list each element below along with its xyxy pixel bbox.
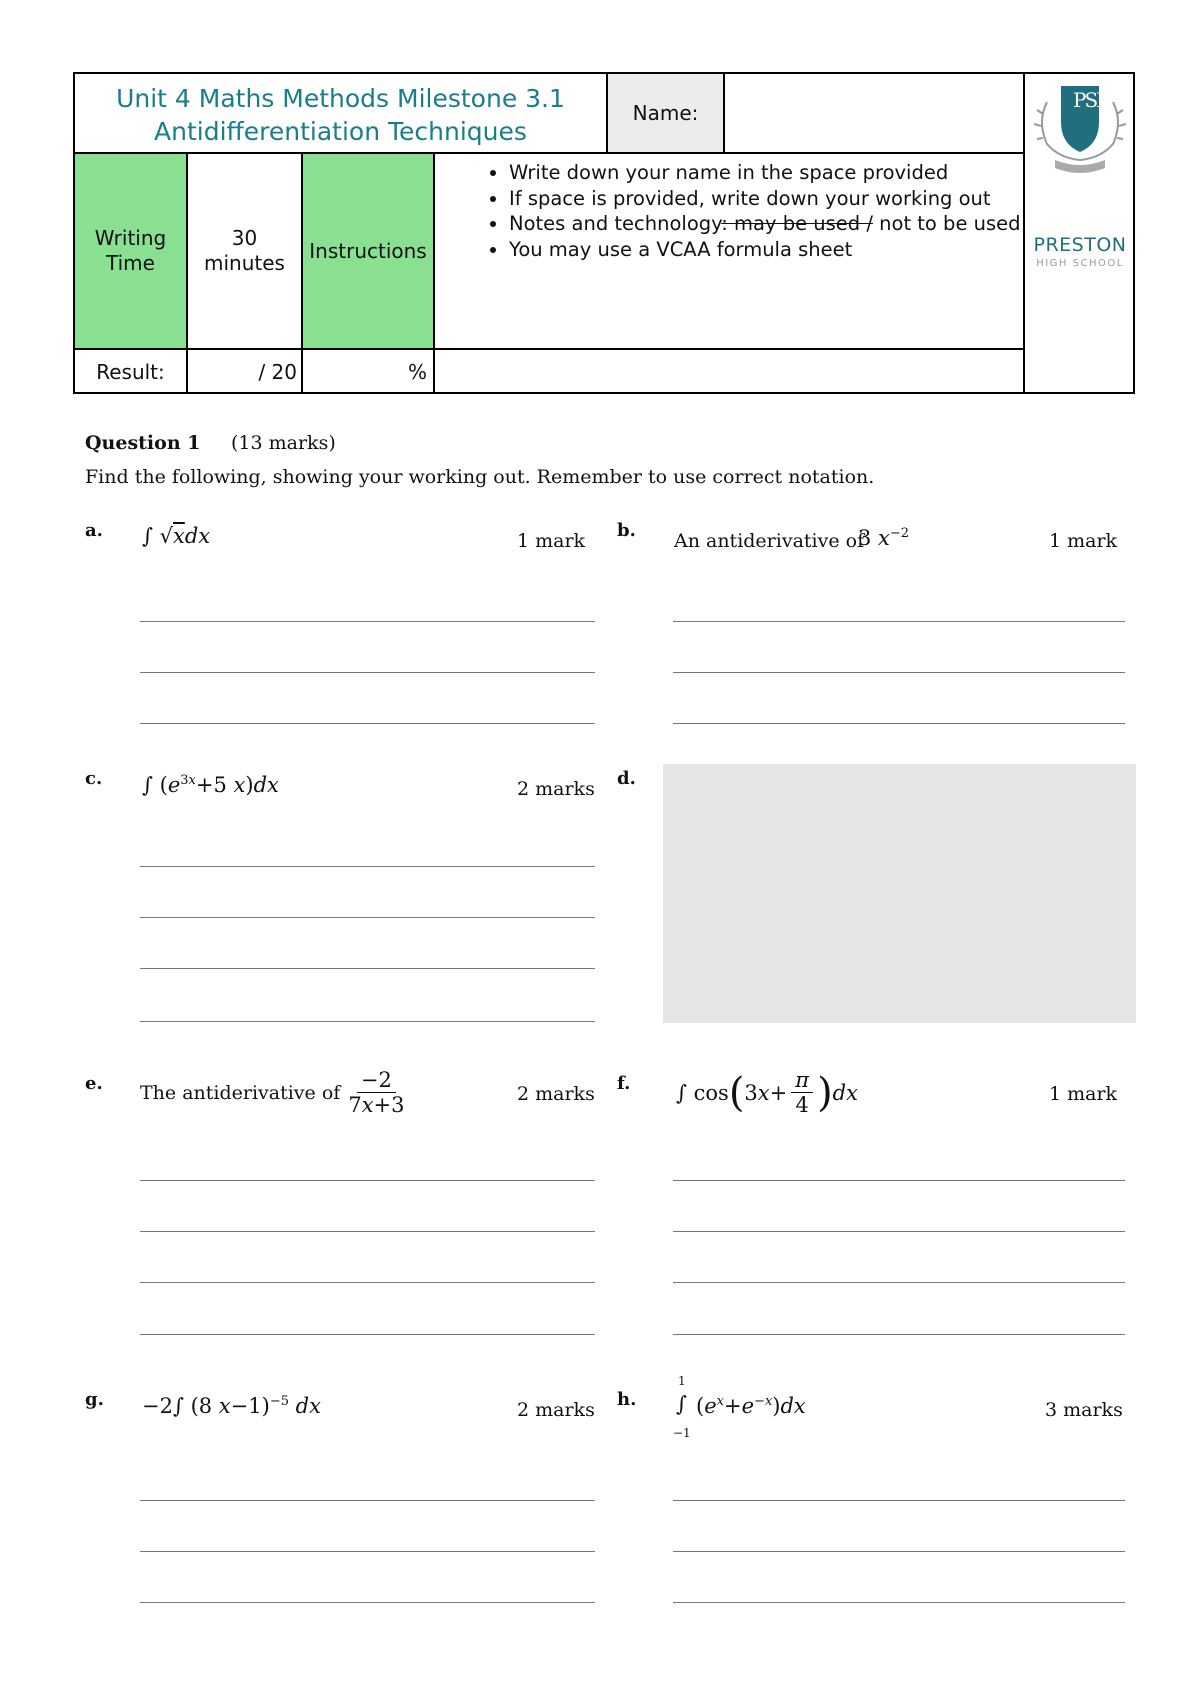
part-c-label: c. [85,768,103,789]
part-h-expression: $(e^x+e^{-x})dx$ [696,1394,806,1418]
part-c-expression: ∫ ($e^{3x}+5$ x)dx [142,773,279,797]
integral-sign: ∫ [676,1392,687,1416]
part-g-label: g. [85,1389,104,1410]
title-line-1: Unit 4 Maths Methods Milestone 3.1 [116,84,565,113]
answer-line[interactable] [673,1602,1125,1603]
result-label: Result: [96,360,165,384]
part-e-marks: 2 marks [517,1083,595,1105]
answer-line[interactable] [673,1334,1125,1335]
result-comment-cell [435,350,1025,394]
redacted-box [663,764,1136,1023]
part-b-text: An antiderivative of [674,530,865,552]
part-a-marks: 1 mark [517,530,586,552]
instruction-item: • You may use a VCAA formula sheet [509,237,1023,263]
writing-time-label-cell [75,154,188,350]
part-b-expression: 3 $x^{-2}$ [858,526,910,550]
school-subtitle: HIGH SCHOOL [1036,258,1124,269]
title-line-2: Antidifferentiation Techniques [154,117,527,146]
part-d-label: d. [617,768,636,789]
instructions-label: Instructions [309,238,427,263]
answer-line[interactable] [673,621,1125,622]
part-f-expression: ∫ cos ( 3 x + $\frac{\pi}{4}$ ) dx [676,1068,858,1117]
instruction-item [509,211,1023,237]
struck-text: : may be used / [721,212,873,235]
answer-line[interactable] [673,672,1125,673]
instructions-label-cell [303,154,435,350]
part-h-label: h. [617,1389,637,1410]
writing-time-value-cell [188,154,303,350]
milestone-title [75,74,608,154]
instruction-item: • Write down your name in the space provided [509,160,1023,186]
answer-line[interactable] [140,723,595,724]
name-label-cell [608,74,725,154]
answer-line[interactable] [673,1180,1125,1181]
answer-line[interactable] [140,1334,595,1335]
writing-time-label: Writing Time [94,226,167,275]
name-label: Name: [632,101,699,125]
part-e-label: e. [85,1073,103,1094]
part-f-marks: 1 mark [1049,1083,1118,1105]
answer-line[interactable] [140,1500,595,1501]
writing-time-value: 30 minutes [204,226,285,275]
answer-line[interactable] [673,1500,1125,1501]
lower-limit: −1 [673,1426,691,1440]
answer-line[interactable] [140,1602,595,1603]
school-logo-cell [1025,74,1135,392]
answer-line[interactable] [673,723,1125,724]
answer-line[interactable] [140,1231,595,1232]
result-score-cell[interactable] [188,350,303,394]
question-number: Question 1 [85,432,201,454]
part-g-marks: 2 marks [517,1399,595,1421]
result-label-cell [75,350,188,394]
part-b-label: b. [617,520,636,541]
question-title [85,432,200,454]
answer-line[interactable] [140,866,595,867]
fraction: $\frac{-2}{7x+3}$ [348,1068,405,1117]
logo-monogram: PSH [1073,88,1112,112]
result-percent: % [407,360,427,384]
answer-line[interactable] [140,621,595,622]
answer-line[interactable] [140,1551,595,1552]
upper-limit: 1 [678,1374,686,1388]
definite-integral [673,1374,696,1440]
part-a-expression: ∫ √xdx [142,524,211,548]
answer-line[interactable] [140,1180,595,1181]
part-c-marks: 2 marks [517,778,595,800]
question-marks: (13 marks) [231,432,336,454]
answer-line[interactable] [673,1282,1125,1283]
answer-line[interactable] [140,1021,595,1022]
answer-line[interactable] [673,1231,1125,1232]
answer-line[interactable] [673,1551,1125,1552]
answer-line[interactable] [140,917,595,918]
result-total: / 20 [258,360,297,384]
part-f-label: f. [617,1073,631,1094]
instruction-text: not to be used [872,212,1021,235]
part-e-text: The antiderivative of [140,1081,341,1104]
question-instruction: Find the following, showing your working out. Remember to use correct notation. [85,466,875,488]
instruction-text: Notes and technology [509,212,722,235]
instructions-list [435,154,1025,350]
part-g-expression: −2∫ (8 x−1)$^{-5}$ dx [142,1394,321,1418]
header-table [73,72,1135,394]
instruction-item: • If space is provided, write down your working out [509,186,1023,212]
part-h-marks: 3 marks [1045,1399,1123,1421]
name-field[interactable] [725,74,1025,154]
part-e-expression [140,1068,413,1117]
result-percent-cell[interactable] [303,350,435,394]
answer-line[interactable] [140,672,595,673]
fraction: $\frac{\pi}{4}$ [791,1068,813,1117]
answer-line[interactable] [140,1282,595,1283]
school-name: PRESTON [1033,234,1127,256]
part-b-marks: 1 mark [1049,530,1118,552]
part-a-label: a. [85,520,103,541]
answer-line[interactable] [140,968,595,969]
